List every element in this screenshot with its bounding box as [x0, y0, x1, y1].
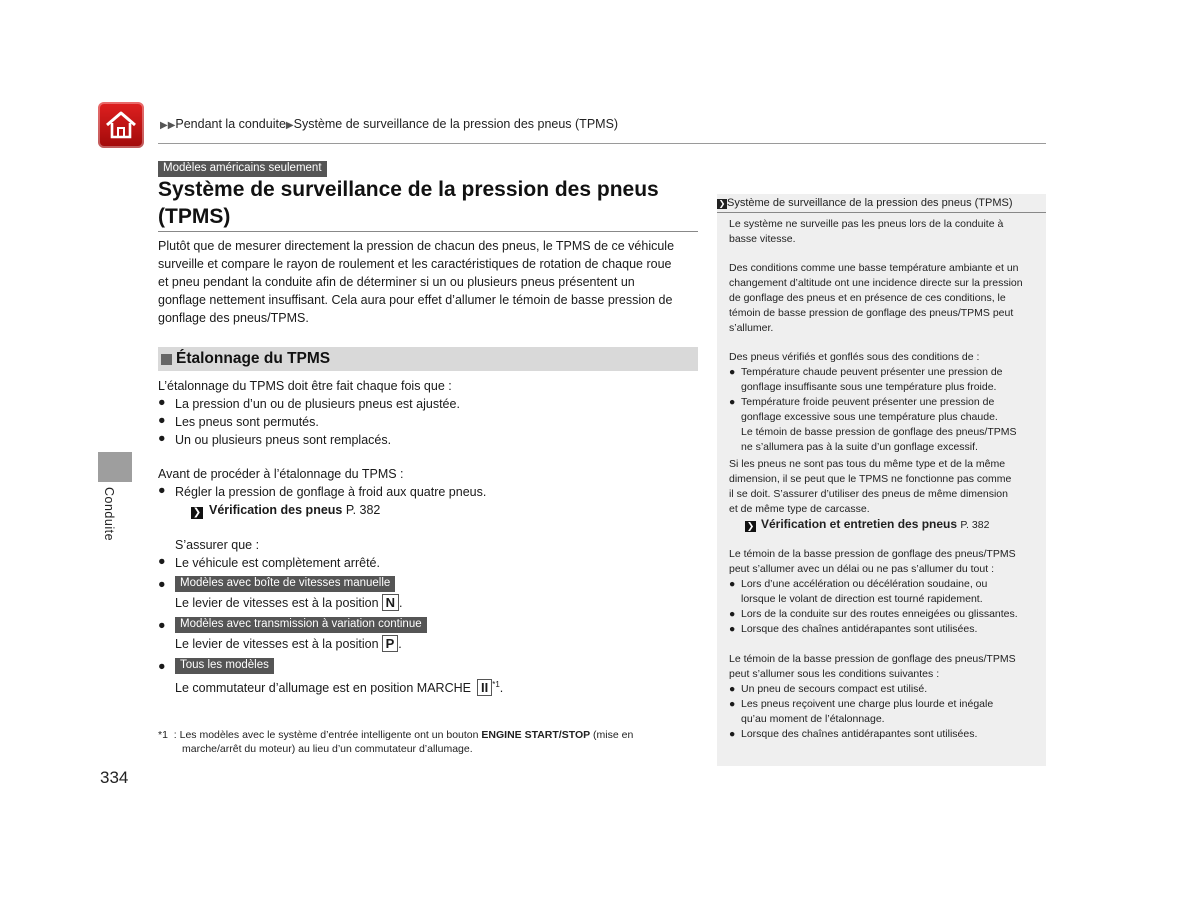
panel-line: Le système ne surveille pas les pneus lors de la conduite à — [729, 218, 1004, 230]
ensure-intro: S’assurer que : — [175, 538, 260, 552]
reference-page: P. 382 — [345, 503, 381, 517]
panel-bullet: Lors de la conduite sur des routes enneigées ou glissantes. — [741, 608, 1018, 620]
calibration-bullet: Les pneus sont permutés. — [175, 415, 319, 429]
bullet-icon: ● — [729, 698, 736, 710]
panel-line: Température froide peuvent présenter une pression de — [741, 396, 995, 408]
footnote-text-b: (mise en — [593, 729, 634, 741]
panel-line: dimension, il se peut que le TPMS ne fonctionne pas comme — [729, 473, 1012, 485]
panel-line: s’allumer. — [729, 322, 774, 334]
bullet-icon: ● — [729, 366, 736, 378]
reference-link-tire-maintenance[interactable] — [745, 517, 989, 533]
models-cvt-tag: Modèles avec transmission à variation continue — [175, 617, 427, 633]
footnote-bold: ENGINE START/STOP — [481, 729, 591, 741]
bullet-icon: ● — [158, 483, 166, 497]
panel-line: gonflage insuffisante sous une température plus froide. — [741, 381, 997, 393]
breadcrumb-current: Système de surveillance de la pression des pneus (TPMS) — [293, 117, 619, 131]
panel-line: Des conditions comme une basse température ambiante et un — [729, 262, 1019, 274]
panel-line: Les pneus reçoivent une charge plus lourde et inégale — [741, 698, 994, 710]
intro-line: gonflage des pneus/TPMS. — [158, 311, 309, 325]
panel-line: ne s’allumera pas à la suite d’un gonflage excessif. — [741, 441, 978, 453]
ignition-text: Le commutateur d’allumage est en position MARCHE — [175, 681, 471, 696]
panel-line: peut s’allumer avec un délai ou ne pas s’allumer du tout : — [729, 563, 994, 575]
title-divider — [158, 231, 698, 232]
panel-bullet: Un pneu de secours compact est utilisé. — [741, 683, 928, 695]
bullet-icon: ● — [158, 618, 166, 632]
footnote-mark: *1 — [158, 729, 168, 741]
chapter-tab-label: Conduite — [102, 487, 116, 542]
panel-conditions-intro: Des pneus vérifiés et gonflés sous des conditions de : — [729, 351, 980, 363]
panel-line: Le témoin de la basse pression de gonflage des pneus/TPMS — [729, 653, 1016, 665]
panel-paragraph — [729, 547, 1016, 577]
page-title — [158, 176, 698, 230]
before-calibration-intro: Avant de procéder à l’étalonnage du TPMS : — [158, 467, 404, 481]
panel-header-title: Système de surveillance de la pression des pneus (TPMS) — [727, 197, 1013, 209]
bullet-icon: ● — [158, 431, 166, 445]
reference-page: P. 382 — [960, 519, 990, 531]
breadcrumb-separator: ▶ — [285, 120, 294, 131]
panel-line: lorsque le volant de direction est tourné rapidement. — [741, 593, 983, 605]
models-all-tag: Tous les modèles — [175, 658, 274, 674]
reference-label: Vérification des pneus — [209, 503, 343, 517]
home-button[interactable] — [98, 102, 144, 148]
breadcrumb-arrows: ▶▶ — [160, 120, 176, 131]
gear-p-key: P — [382, 635, 399, 652]
bullet-icon: ● — [158, 554, 166, 568]
bullet-icon: ● — [729, 396, 736, 408]
panel-bullet: Lorsque des chaînes antidérapantes sont utilisées. — [741, 728, 978, 740]
reference-arrow-icon: ❯ — [718, 199, 726, 208]
chapter-tab[interactable] — [98, 452, 132, 482]
page-number: 334 — [100, 768, 129, 787]
panel-paragraph — [729, 457, 1011, 517]
bullet-icon: ● — [158, 577, 166, 591]
reference-arrow-icon: ❯ — [192, 507, 202, 518]
panel-paragraph — [729, 261, 1023, 336]
footnote — [158, 728, 688, 756]
panel-paragraph — [729, 652, 1016, 682]
cvt-shift-line: Le levier de vitesses est à la position P . — [175, 636, 402, 651]
bullet-icon: ● — [158, 395, 166, 409]
reference-arrow-icon: ❯ — [746, 521, 755, 531]
panel-line: de gonflage des pneus et en présence de ces conditions, le — [729, 292, 1006, 304]
intro-line: Plutôt que de mesurer directement la pression de chacun des pneus, le TPMS de ce véhicule — [158, 239, 675, 253]
panel-line: il se doit. S’assurer d’utiliser des pneus de même dimension — [729, 488, 1008, 500]
panel-line: témoin de basse pression de gonflage des pneus/TPMS peut — [729, 307, 1014, 319]
panel-line: Le témoin de basse pression de gonflage des pneus/TPMS — [741, 426, 1017, 438]
panel-line: peut s’allumer sous les conditions suivantes : — [729, 668, 940, 680]
panel-line: Température chaude peuvent présenter une pression de — [741, 366, 1003, 378]
section-square-icon — [161, 354, 172, 365]
footnote-text-a: : Les modèles avec le système d’entrée intelligente ont un bouton — [173, 729, 479, 741]
sidebar-notes-panel — [717, 194, 1046, 766]
ignition-on-key: II — [477, 679, 492, 696]
calibration-bullet: La pression d’un ou de plusieurs pneus est ajustée. — [175, 397, 460, 411]
panel-paragraph — [729, 217, 1003, 247]
breadcrumb — [160, 117, 618, 131]
panel-line: changement d’altitude ont une incidence directe sur la pression — [729, 277, 1023, 289]
header-divider — [158, 143, 1046, 144]
models-us-only-tag: Modèles américains seulement — [158, 161, 327, 177]
bullet-icon: ● — [729, 623, 736, 635]
calibration-bullet: Un ou plusieurs pneus sont remplacés. — [175, 433, 392, 447]
breadcrumb-link-driving[interactable]: Pendant la conduite — [175, 117, 286, 131]
footnote-line2: marche/arrêt du moteur) au lieu d’un commutateur d’allumage. — [182, 743, 473, 755]
intro-line: surveille et compare le rayon de roulement et les caractéristiques de rotation de chaque roue — [158, 257, 672, 271]
home-icon — [104, 110, 138, 140]
reference-link-tire-check[interactable] — [191, 501, 380, 519]
bullet-icon: ● — [158, 659, 166, 673]
bullet-icon: ● — [729, 683, 736, 695]
gear-n-key: N — [382, 594, 399, 611]
models-manual-tag: Modèles avec boîte de vitesses manuelle — [175, 576, 395, 592]
panel-line: Le témoin de la basse pression de gonflage des pneus/TPMS — [729, 548, 1016, 560]
reference-label: Vérification et entretien des pneus — [761, 517, 958, 531]
intro-line: gonflage nettement insuffisant. Cela aura pour effet d’allumer le témoin de basse pression de — [158, 293, 673, 307]
panel-bullet — [741, 395, 1017, 455]
bullet-icon: ● — [729, 578, 736, 590]
section-header-calibration — [158, 347, 698, 371]
panel-bullet — [741, 365, 1003, 395]
ignition-line: Le commutateur d’allumage est en position MARCHE II $^{*1}$. — [175, 680, 504, 696]
ensure-bullet: Le véhicule est complètement arrêté. — [175, 556, 380, 570]
panel-line: et de même type de carcasse. — [729, 503, 870, 515]
page-title-line2: (TPMS) — [158, 205, 231, 228]
manual-shift-line: Le levier de vitesses est à la position N . — [175, 595, 403, 610]
panel-line: qu’au moment de l’étalonnage. — [741, 713, 885, 725]
panel-line: gonflage excessive sous une température plus chaude. — [741, 411, 998, 423]
calibration-intro: L’étalonnage du TPMS doit être fait chaque fois que : — [158, 379, 452, 393]
page-title-line1: Système de surveillance de la pression des pneus — [158, 178, 659, 201]
panel-line: Lors d’une accélération ou décélération soudaine, ou — [741, 578, 988, 590]
footnote-marker: *1 — [492, 680, 500, 689]
manual-shift-text: Le levier de vitesses est à la position — [175, 596, 379, 610]
section-title: Étalonnage du TPMS — [176, 350, 331, 367]
panel-bullet — [741, 697, 993, 727]
panel-header — [717, 194, 1046, 213]
panel-line: basse vitesse. — [729, 233, 796, 245]
bullet-icon: ● — [729, 728, 736, 740]
panel-bullet — [741, 577, 987, 607]
before-calibration-bullet: Régler la pression de gonflage à froid aux quatre pneus. — [175, 485, 487, 499]
intro-paragraph — [158, 237, 698, 327]
panel-line: Si les pneus ne sont pas tous du même type et de la même — [729, 458, 1006, 470]
intro-line: et pneu pendant la conduite afin de déterminer si un ou plusieurs pneus présentent un — [158, 275, 635, 289]
panel-bullet: Lorsque des chaînes antidérapantes sont utilisées. — [741, 623, 978, 635]
bullet-icon: ● — [729, 608, 736, 620]
bullet-icon: ● — [158, 413, 166, 427]
cvt-shift-text: Le levier de vitesses est à la position — [175, 637, 379, 651]
